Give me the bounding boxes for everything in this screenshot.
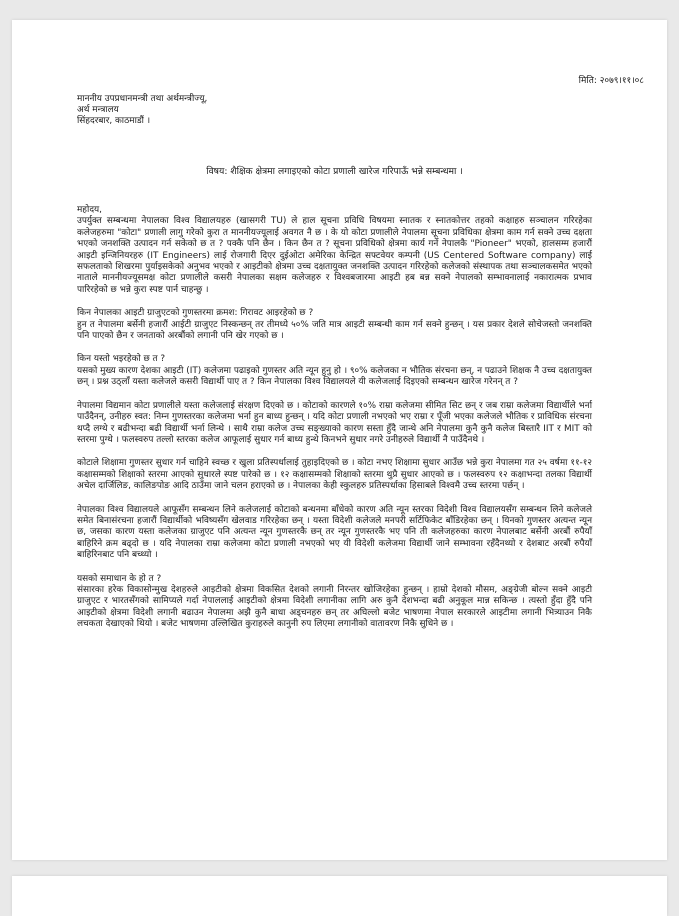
question-heading: किन यस्तो भइरहेको छ त ? [77,354,166,365]
paragraph: नेपालमा विद्यमान कोटा प्रणालीले यस्ता कलेजलाई संरक्षण दिएको छ । कोटाको कारणले १०% राम्रा कलेजमा सीमित सिट छन् र जब राम्रा कलेजमा विद्यार्थीले भर्ना पाउँदैनन्, उनीहरु स्वत: निम्न गुणस्तरका कलेजमा भर्ना हुन बाध्य हुन्छन् । यदि कोटा प्रणाली नभएको भए राम्रा र पूँजी भएका कलेजले भौतिक र प्राविधिक संरचना थप्दै लग्थे र बढीभन्दा बढी विद्यार्थी भर्ना लिन्थे । साथै राम्रा कलेज उच्च सङ्ख्याको कारण सस्ता हुँदै जान्थे अनि नेपालमा कुनै कुनै कलेज बिस्तारै IIT र MIT को स्तरमा पुग्थे । फलस्वरुप तल्लो स्तरका कलेज आफूलाई सुधार गर्न बाध्य हुन्थे किनभने सुधार नगरे उनीहरुले विद्यार्थी नै पाउँदैनथे । [77,400,592,445]
letter-subject: विषय: शैक्षिक क्षेत्रमा लगाइएको कोटा प्रणाली खारेज गरिपाऊँ भन्ने सम्बन्धमा । [206,165,463,177]
letter-body [77,72,592,631]
paragraph: संसारका हरेक विकासोन्मुख देशहरुले आइटीको क्षेत्रमा विकसित देशको लगानी निरन्तर खोजिरहेका हुन्छन् । हाम्रो देशको मौसम, अङ्ग्रेजी बोल्न सक्ने आइटी ग्राजुएट र भारतसँगको सामिप्यले गर्दा नेपाललाई आइटीको क्षेत्रमा विदेशी लगानीका लागि अरु कुनै देशभन्दा बढी अनुकूल मान्न सकिन्छ । त्यस्तो हुँदा हुँदै पनि आइटीको क्षेत्रमा विदेशी लगानी बढाउन नेपालमा अझै कुनै बाधा अड्चनहरु छन् तर अघिल्लो बजेट भाषणमा नेपाल सरकारले आइटीमा लगानी भित्र्याउन निकै लचकता देखाएको थियो । बजेट भाषणमा उल्लिखित कुराहरुले कानुनी रुप लिएमा लगानीको वातावरण निकै सुधिने छ । [77,584,592,630]
intro-paragraph: उपर्युक्त सम्बन्धमा नेपालका विश्व विद्यालयहरु (खासगरी TU) ले हाल सूचना प्रविधि विषयमा स्नातक र स्नातकोत्तर तहको कक्षाहरु सञ्चालन गरिरहेका कलेजहरुमा "कोटा" प्रणाली लागु गरेको कुरा त माननीयज्यूलाई अवगत नै छ । के यो कोटा प्रणालीले नेपालमा सूचना प्रविधिका क्षेत्रमा काम गर्न सक्ने उच्च दक्षता भएको जनशक्ति उत्पादन गर्न सकेको छ त ? पक्कै पनि छैन । किन छैन त ? सूचना प्रविधिको क्षेत्रमा कार्य गर्ने नेपालकै "Pioneer" भएको, हालसम्म हजारौं आइटी इन्जिनियरहरु (IT Engineers) लाई रोजगारी दिएर दुईओटा अमेरिका केन्द्रित सफ्टवेयर कम्पनी (US Centered Software company) लाई सफलताको शिखरमा पुर्याइसकेको अनुभव भएको र आइटीको क्षेत्रमा उच्च दक्षतायुक्त जनशक्ति उत्पादन गरिरहेको कलेजको संस्थापक तथा सञ्चालकसमेत भएको नाताले माननीयज्यूसमक्ष कोटा प्रणालीले कसरी नेपालका सक्षम कलेजहरु र विश्वबजारमा आइटी हब बन्न सक्ने नेपालको सम्भावनालाई नकारात्मक प्रभाव पारिरहेको छ भन्ने कुरा स्पष्ट पार्न चाहन्छु । [77,216,592,295]
recipient-line: माननीय उपप्रधानमन्त्री तथा अर्थमन्त्रीज्यू, [77,94,208,104]
next-page-edge [12,876,667,916]
question-heading: किन नेपालका आइटी ग्राजुएटको गुणस्तरमा क्रमश: गिरावट आइरहेको छ ? [77,308,314,319]
recipient-line: सिंहदरबार, काठमाडौं । [77,116,151,127]
recipient-address [77,94,592,128]
paragraph: हुन त नेपालमा बर्सेनी हजारौं आईटी ग्राजुएट निस्कन्छन् तर तीमध्ये ५०% जति मात्र आइटी सम्बन्धी काम गर्न सक्ने हुन्छन् । यस प्रकार देशले सोचेजस्तो जनशक्ति पनि पाएको छैन र जनताको अरबौंको लगानी पनि खेर गएको छ । [77,319,592,342]
recipient-line: अर्थ मन्त्रालय [77,105,119,116]
paragraph: नेपालका विश्व विद्यालयले आफूसँग सम्बन्धन लिने कलेजलाई कोटाको बन्धनमा बाँधेको कारण अति न्यून स्तरका विदेशी विश्व विद्यालयसँग सम्बन्धन लिने कलेजले समेत बिनासंरचना हजारौं विद्यार्थीको भविष्यसँग खेलवाड गरिरहेका छन् । यस्ता विदेशी कलेजले मनपरी सर्टिफिकेट बाँडिरहेका छन् । यिनको गुणस्तर अत्यन्त न्यून छ, जसका कारण यस्ता कलेजका ग्राजुएट पनि अत्यन्त न्यून गुणस्तरकै छन् तर न्यून गुणस्तरकै भए पनि ती कलेजहरुका कारण नेपालबाट बर्सेनी अरबौं रुपैयाँ बाहिरिने क्रम बढ्दो छ । यदि नेपालका राम्रा कलेजमा कोटा प्रणाली नभएको भए यी विदेशी कलेजमा विद्यार्थी जाने सम्भावना रहँदैनथ्यो र देशबाट अरबौं रुपैयाँ बाहिरिनबाट पनि बच्थ्यो । [77,504,592,561]
paragraph: कोटाले शिक्षामा गुणस्तर सुधार गर्न चाहिने स्वच्छ र खुला प्रतिस्पर्धालाई तुहाइदिएको छ । कोटा नभए शिक्षामा सुधार आउँछ भन्ने कुरा नेपालमा गत २५ वर्षमा ११-१२ कक्षासम्मको शिक्षाको स्तरमा आएको सुधारले स्पष्ट पारेको छ । १२ कक्षासम्मको शिक्षाको स्तरमा थुप्रै सुधार आएको छ । फलस्वरुप १२ कक्षाभन्दा तलका विद्यार्थी अचेल दार्जिलिङ, कालिङपोङ आदि ठाउँमा जाने चलन हराएको छ । नेपालका केही स्कुलहरु प्रतिस्पर्धाका हिसाबले विश्वमै उच्च स्तरमा पर्छन् । [77,458,592,492]
salutation: महोदय, [77,205,102,216]
letter-date: मिति: २०७९।११।०८ [578,76,644,86]
paragraph: यसको मुख्य कारण देशका आइटी (IT) कलेजमा पढाइको गुणस्तर अति न्यून हुनु हो । ९०% कलेजका न भौतिक संरचना छन्, न पढाउने शिक्षक नै उच्च दक्षतायुक्त छन् । प्रश्न उठ्लाँ यस्ता कलेजले कसरी विद्यार्थी पाए त ? किन नेपालका विश्व विद्यालयले यी कलेजलाई दिइएको सम्बन्धन खारेज गरेनन् त ? [77,365,592,388]
question-heading: यसको समाधान के हो त ? [77,573,162,584]
